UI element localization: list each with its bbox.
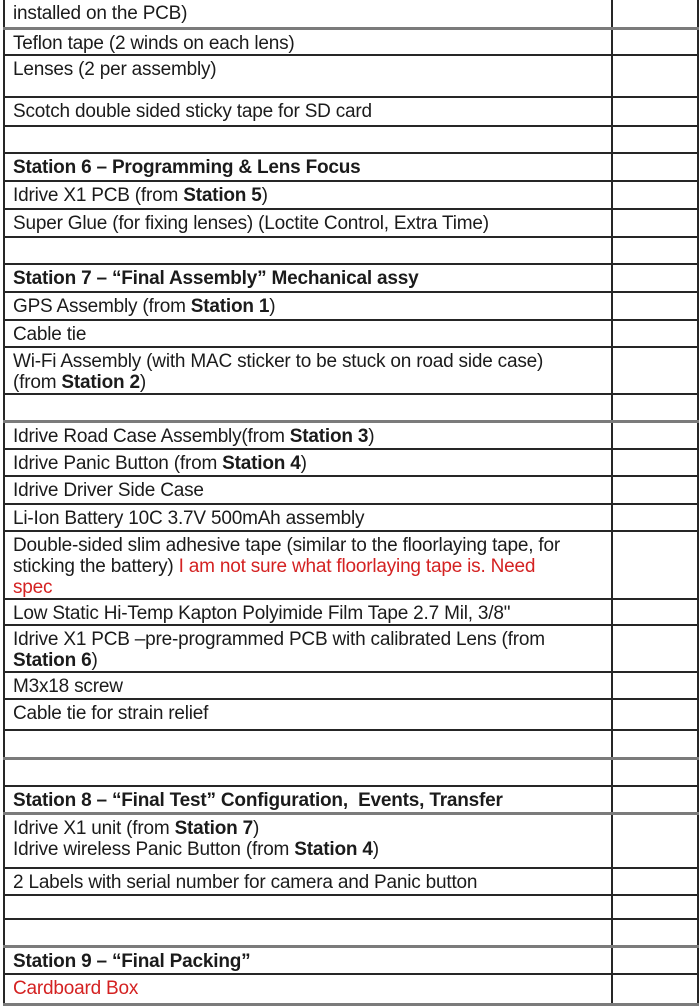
item-text: Idrive wireless Panic Button (from	[13, 838, 295, 860]
item-text: Cable tie	[13, 324, 87, 345]
item-cell	[4, 264, 612, 292]
status-cell	[612, 237, 698, 264]
item-cell	[4, 153, 612, 181]
item-text: )	[269, 296, 276, 317]
item-text: )	[300, 453, 307, 474]
item-cell	[4, 730, 612, 758]
table-row	[4, 181, 698, 209]
item-cell	[4, 699, 612, 730]
status-cell	[612, 786, 698, 813]
status-cell	[612, 153, 698, 181]
item-text: 2 Labels with serial number for camera and Panic button	[13, 872, 478, 893]
item-cell	[4, 672, 612, 699]
status-cell	[612, 476, 698, 504]
item-text: GPS Assembly (from	[13, 296, 191, 317]
empty-row	[4, 919, 698, 946]
table-row	[4, 504, 698, 531]
item-text: )	[91, 650, 98, 671]
section-header-row	[4, 153, 698, 181]
table-row	[4, 699, 698, 730]
status-cell	[612, 0, 698, 28]
table-row	[4, 476, 698, 504]
status-cell	[612, 394, 698, 421]
item-cell	[4, 126, 612, 153]
section-header-row	[4, 786, 698, 813]
item-text: )	[139, 372, 146, 393]
table-row	[4, 974, 698, 1004]
item-text: Double-sided slim adhesive tape (similar to the floorlaying tape, for	[13, 535, 560, 556]
item-text: Station 7	[174, 817, 254, 839]
status-cell	[612, 28, 698, 55]
item-cell	[4, 97, 612, 126]
item-cell	[4, 476, 612, 504]
table-row	[4, 97, 698, 126]
status-cell	[612, 264, 698, 292]
empty-row	[4, 126, 698, 153]
item-text: Wi-Fi Assembly (with MAC sticker to be stuck on road side case)	[13, 351, 544, 372]
status-cell	[612, 504, 698, 531]
table-row	[4, 599, 698, 625]
item-cell	[4, 347, 612, 394]
item-cell	[4, 531, 612, 599]
table-row	[4, 672, 698, 699]
item-text: Idrive Road Case Assembly(from	[13, 425, 290, 447]
item-text: Station 9 – “Final Packing”	[13, 950, 251, 972]
item-cell	[4, 55, 612, 97]
item-cell	[4, 599, 612, 625]
parts-table-body	[4, 0, 698, 1004]
table-row	[4, 449, 698, 476]
item-cell	[4, 504, 612, 531]
empty-row	[4, 394, 698, 421]
item-text: )	[372, 838, 379, 860]
status-cell	[612, 672, 698, 699]
status-cell	[612, 868, 698, 895]
red-note-text: spec	[13, 577, 53, 598]
red-note-text: Cardboard Box	[13, 978, 139, 999]
empty-row	[4, 895, 698, 919]
table-row	[4, 813, 698, 868]
status-cell	[612, 421, 698, 449]
item-text: )	[368, 425, 375, 447]
item-cell	[4, 28, 612, 55]
status-cell	[612, 181, 698, 209]
status-cell	[612, 625, 698, 672]
table-row	[4, 347, 698, 394]
item-text: )	[261, 185, 268, 206]
item-cell	[4, 895, 612, 919]
item-text: M3x18 screw	[13, 676, 123, 697]
item-cell	[4, 0, 612, 28]
item-cell	[4, 181, 612, 209]
table-row	[4, 209, 698, 237]
item-cell	[4, 625, 612, 672]
red-note-text: I am not sure what floorlaying tape is. Need	[178, 556, 536, 577]
status-cell	[612, 974, 698, 1004]
status-cell	[612, 813, 698, 868]
section-header-row	[4, 264, 698, 292]
item-text: Station 8 – “Final Test” Configuration, Events, Transfer	[13, 790, 503, 811]
status-cell	[612, 946, 698, 974]
item-text: Li-Ion Battery 10C 3.7V 500mAh assembly	[13, 508, 365, 529]
item-text: Idrive X1 PCB (from	[13, 185, 184, 206]
table-row	[4, 320, 698, 347]
table-row	[4, 28, 698, 55]
item-text: Cable tie for strain relief	[13, 703, 209, 724]
status-cell	[612, 599, 698, 625]
item-cell	[4, 292, 612, 320]
item-cell	[4, 209, 612, 237]
item-text: )	[253, 817, 260, 839]
item-cell	[4, 786, 612, 813]
status-cell	[612, 209, 698, 237]
item-cell	[4, 394, 612, 421]
status-cell	[612, 126, 698, 153]
status-cell	[612, 292, 698, 320]
item-text: Station 2	[61, 372, 140, 393]
item-text: Super Glue (for fixing lenses) (Loctite Control, Extra Time)	[13, 213, 489, 234]
table-row	[4, 531, 698, 599]
item-text: installed on the PCB)	[13, 3, 188, 24]
item-text: Station 7 – “Final Assembly” Mechanical assy	[13, 268, 419, 289]
item-text: Station 5	[183, 185, 262, 206]
empty-row	[4, 237, 698, 264]
parts-table	[3, 0, 699, 1006]
item-text: (from	[13, 372, 62, 393]
table-row	[4, 55, 698, 97]
item-cell	[4, 868, 612, 895]
item-cell	[4, 974, 612, 1004]
item-text: Idrive Panic Button (from	[13, 453, 223, 474]
item-text: Station 1	[190, 296, 270, 317]
status-cell	[612, 699, 698, 730]
table-row	[4, 625, 698, 672]
item-text: Station 6 – Programming & Lens Focus	[13, 157, 361, 178]
item-text: Station 6	[13, 650, 92, 671]
status-cell	[612, 55, 698, 97]
table-row	[4, 421, 698, 449]
item-text: Station 4	[222, 453, 301, 474]
status-cell	[612, 919, 698, 946]
item-text: Idrive X1 PCB –pre-programmed PCB with calibrated Lens (from	[13, 629, 545, 650]
item-text: Idrive Driver Side Case	[13, 480, 204, 501]
status-cell	[612, 758, 698, 786]
item-cell	[4, 813, 612, 868]
status-cell	[612, 895, 698, 919]
table-row	[4, 292, 698, 320]
item-text: Idrive X1 unit (from	[13, 817, 175, 839]
table-row	[4, 0, 698, 28]
item-text: Station 4	[294, 838, 373, 860]
status-cell	[612, 730, 698, 758]
status-cell	[612, 320, 698, 347]
item-text: Lenses (2 per assembly)	[13, 59, 217, 80]
item-text: Low Static Hi-Temp Kapton Polyimide Film Tape 2.7 Mil, 3/8"	[13, 603, 511, 624]
status-cell	[612, 347, 698, 394]
item-text: sticking the battery)	[13, 556, 179, 577]
status-cell	[612, 449, 698, 476]
section-header-row	[4, 946, 698, 974]
item-cell	[4, 946, 612, 974]
status-cell	[612, 97, 698, 126]
item-text: Teflon tape (2 winds on each lens)	[13, 32, 295, 54]
item-cell	[4, 449, 612, 476]
item-text: Station 3	[289, 425, 369, 447]
item-cell	[4, 237, 612, 264]
item-cell	[4, 919, 612, 946]
table-row	[4, 868, 698, 895]
item-text: Scotch double sided sticky tape for SD card	[13, 101, 372, 122]
item-cell	[4, 758, 612, 786]
status-cell	[612, 531, 698, 599]
empty-row	[4, 730, 698, 758]
item-cell	[4, 320, 612, 347]
item-cell	[4, 421, 612, 449]
empty-row	[4, 758, 698, 786]
